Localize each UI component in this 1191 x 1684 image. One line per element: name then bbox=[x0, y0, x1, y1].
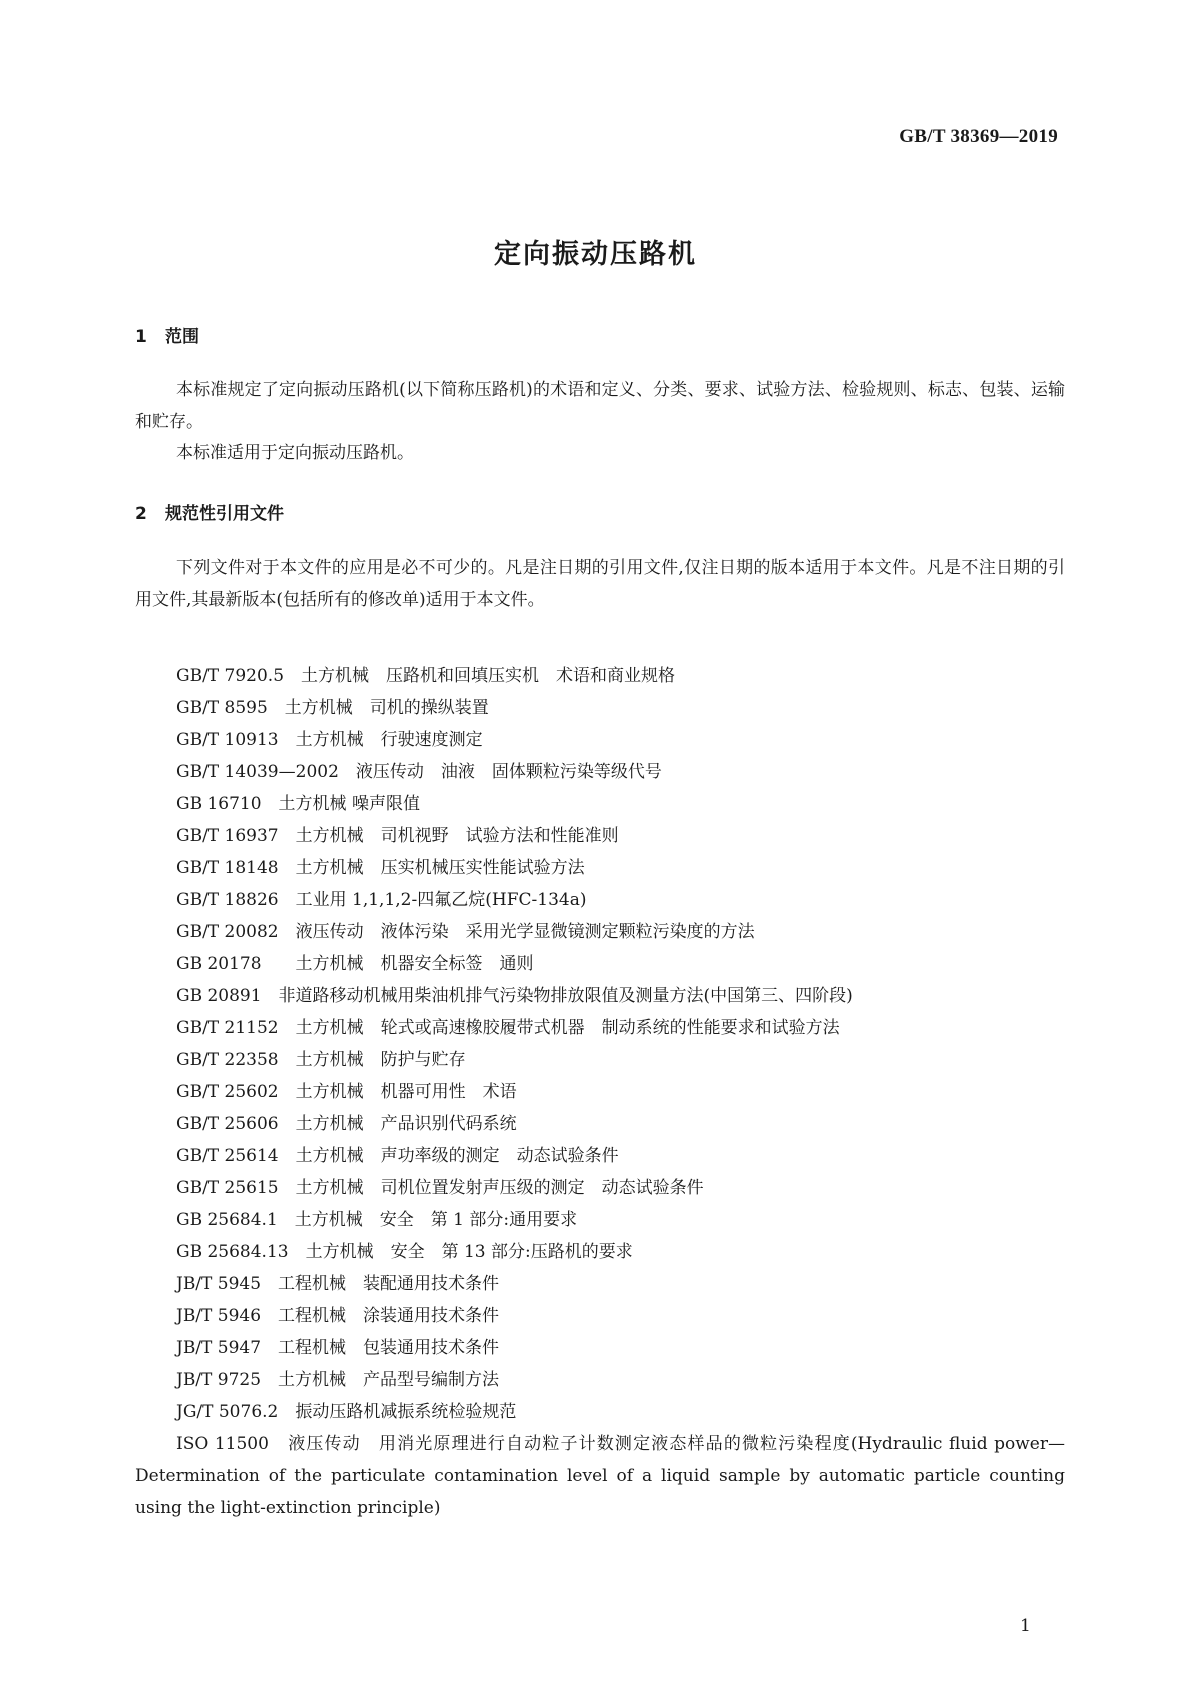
reference-item: JG/T 5076.2 振动压路机减振系统检验规范 bbox=[176, 1402, 517, 1422]
reference-item: GB/T 10913 土方机械 行驶速度测定 bbox=[176, 730, 483, 750]
reference-item: GB/T 25614 土方机械 声功率级的测定 动态试验条件 bbox=[176, 1146, 619, 1166]
section-2-title: 规范性引用文件 bbox=[165, 504, 284, 524]
reference-item: GB/T 21152 土方机械 轮式或高速橡胶履带式机器 制动系统的性能要求和试验方法 bbox=[176, 1018, 840, 1038]
reference-item: GB 25684.1 土方机械 安全 第 1 部分:通用要求 bbox=[176, 1210, 578, 1230]
reference-item: GB 20178 土方机械 机器安全标签 通则 bbox=[176, 954, 534, 974]
reference-item: GB/T 16937 土方机械 司机视野 试验方法和性能准则 bbox=[176, 826, 619, 846]
page-number: 1 bbox=[1020, 1616, 1031, 1636]
reference-item: GB/T 22358 土方机械 防护与贮存 bbox=[176, 1050, 466, 1070]
reference-item: GB/T 18148 土方机械 压实机械压实性能试验方法 bbox=[176, 858, 585, 878]
section-1-number: 1 bbox=[135, 327, 147, 347]
reference-item: GB 25684.13 土方机械 安全 第 13 部分:压路机的要求 bbox=[176, 1242, 633, 1262]
reference-item: JB/T 5947 工程机械 包装通用技术条件 bbox=[176, 1338, 500, 1358]
reference-item: GB/T 14039—2002 液压传动 油液 固体颗粒污染等级代号 bbox=[176, 762, 662, 782]
section-1-title: 范围 bbox=[165, 327, 199, 347]
reference-item: JB/T 5945 工程机械 装配通用技术条件 bbox=[176, 1274, 500, 1294]
section-1-heading bbox=[135, 322, 199, 347]
reference-item: GB/T 25606 土方机械 产品识别代码系统 bbox=[176, 1114, 517, 1134]
reference-item: GB/T 8595 土方机械 司机的操纵装置 bbox=[176, 698, 489, 718]
reference-item: JB/T 9725 土方机械 产品型号编制方法 bbox=[176, 1370, 500, 1390]
iso-reference: ISO 11500 液压传动 用消光原理进行自动粒子计数测定液态样品的微粒污染程度(Hydraulic fluid power—Determination of the particulate contamination level of a liquid sample by automatic particle counting using the light-extinction principle) bbox=[135, 1434, 1065, 1518]
reference-item: GB/T 18826 工业用 1,1,1,2-四氟乙烷(HFC-134a) bbox=[176, 890, 587, 910]
section-2-intro: 下列文件对于本文件的应用是必不可少的。凡是注日期的引用文件,仅注日期的版本适用于本文件。凡是不注日期的引用文件,其最新版本(包括所有的修改单)适用于本文件。 bbox=[135, 558, 1065, 610]
reference-item: JB/T 5946 工程机械 涂装通用技术条件 bbox=[176, 1306, 500, 1326]
reference-item: GB/T 20082 液压传动 液体污染 采用光学显微镜测定颗粒污染度的方法 bbox=[176, 922, 755, 942]
reference-item: GB 20891 非道路移动机械用柴油机排气污染物排放限值及测量方法(中国第三、四阶段) bbox=[176, 986, 853, 1006]
reference-list bbox=[176, 660, 853, 1428]
document-title: 定向振动压路机 bbox=[494, 239, 697, 270]
reference-item: GB/T 7920.5 土方机械 压路机和回填压实机 术语和商业规格 bbox=[176, 666, 676, 686]
reference-item: GB/T 25602 土方机械 机器可用性 术语 bbox=[176, 1082, 517, 1102]
standard-code: GB/T 38369—2019 bbox=[899, 126, 1058, 147]
section-1-paragraph-2: 本标准适用于定向振动压路机。 bbox=[176, 443, 414, 463]
section-2-number: 2 bbox=[135, 504, 147, 524]
reference-item: GB 16710 土方机械 噪声限值 bbox=[176, 794, 420, 814]
section-2-heading bbox=[135, 499, 284, 524]
reference-item: GB/T 25615 土方机械 司机位置发射声压级的测定 动态试验条件 bbox=[176, 1178, 704, 1198]
section-1-paragraph-1: 本标准规定了定向振动压路机(以下简称压路机)的术语和定义、分类、要求、试验方法、检验规则、标志、包装、运输和贮存。 bbox=[135, 380, 1065, 432]
